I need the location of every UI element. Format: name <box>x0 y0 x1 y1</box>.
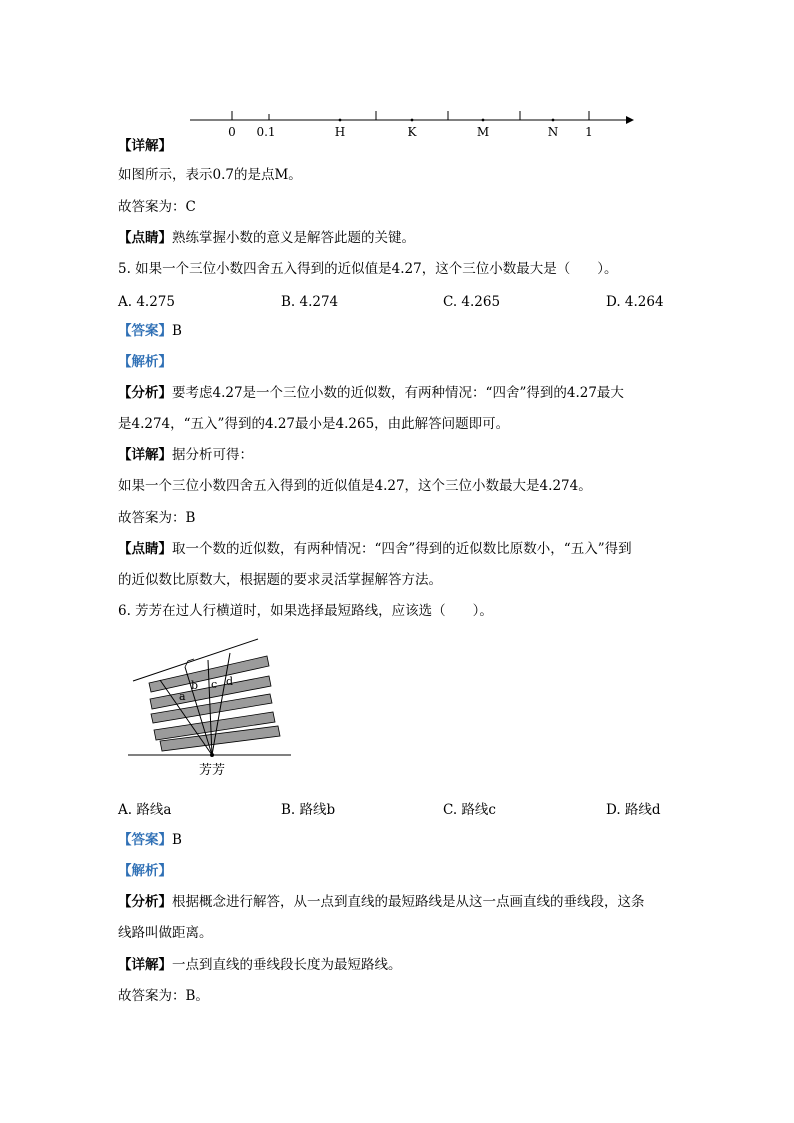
q5-question: 5. 如果一个三位小数四舍五入得到的近似值是4.27，这个三位小数最大是（ ）。 <box>118 261 618 277</box>
q5-detail-line-2: 如果一个三位小数四舍五入得到的近似值是4.27，这个三位小数最大是4.274。 <box>118 478 592 494</box>
q5-option-d: D. 4.264 <box>606 294 664 310</box>
q5-answer-value: B <box>172 323 182 339</box>
detail-paragraph-1 <box>118 136 172 156</box>
label-h: H <box>334 125 346 139</box>
q5-option-a: A. 4.275 <box>118 294 175 310</box>
detail-tag: 【详解】 <box>118 138 172 154</box>
label-n: N <box>547 125 559 139</box>
person-label: 芳芳 <box>198 763 226 778</box>
q6-answer-line: 故答案为：B。 <box>118 988 209 1004</box>
path-label-c: c <box>211 678 218 691</box>
label-m: M <box>476 125 490 139</box>
crosswalk-figure <box>128 634 298 782</box>
q6-question: 6. 芳芳在过人行横道时，如果选择最短路线，应该选（ ）。 <box>118 603 493 619</box>
path-label-b: b <box>191 679 199 692</box>
q6-option-d: D. 路线d <box>606 802 661 818</box>
q5-fenxi-tag: 【分析】 <box>118 385 172 401</box>
q6-answer-value: B <box>172 832 182 848</box>
tip-paragraph-1 <box>118 228 415 248</box>
path-label-a: a <box>179 690 186 703</box>
q6-answer-tag: 【答案】 <box>118 832 172 848</box>
crosswalk-stripes <box>149 656 280 751</box>
q6-option-b: B. 路线b <box>281 802 336 818</box>
q5-answer <box>118 321 182 341</box>
q5-detail-line-1: 【详解】据分析可得： <box>118 447 253 463</box>
q6-fenxi-tag: 【分析】 <box>118 894 172 910</box>
q5-option-c: C. 4.265 <box>443 294 501 310</box>
point-m <box>482 119 485 122</box>
q5-answer-line: 故答案为：B <box>118 510 196 526</box>
number-line-figure <box>180 104 640 140</box>
q5-answer-tag: 【答案】 <box>118 323 172 339</box>
tip-tag: 【点睛】 <box>118 230 172 246</box>
label-k: K <box>407 125 417 139</box>
q6-option-a: A. 路线a <box>118 802 172 818</box>
q6-detail-tag: 【详解】 <box>118 957 172 973</box>
q6-option-c: C. 路线c <box>443 802 496 818</box>
point-h <box>339 119 342 122</box>
q5-option-b: B. 4.274 <box>281 294 339 310</box>
point-k <box>411 119 414 122</box>
person-position-point <box>210 753 214 757</box>
answer-line-1: 故答案为：C <box>118 199 196 215</box>
q5-tip-tag: 【点睛】 <box>118 541 172 557</box>
q5-tip-line-2: 的近似数比原数大，根据题的要求灵活掌握解答方法。 <box>118 572 442 588</box>
q6-answer <box>118 830 182 850</box>
label-1: 1 <box>585 125 593 139</box>
q5-detail-tag: 【详解】 <box>118 447 172 463</box>
q5-analysis-tag: 【解析】 <box>118 354 172 370</box>
number-line-arrow <box>626 116 634 124</box>
q6-analysis-tag: 【解析】 <box>118 863 172 879</box>
q6-detail-line: 【详解】一点到直线的垂线段长度为最短路线。 <box>118 957 402 973</box>
label-0: 0 <box>228 125 236 139</box>
detail-text-1: 如图所示，表示0.7的是点M。 <box>118 167 302 183</box>
point-n <box>552 119 555 122</box>
label-0.1: 0.1 <box>256 125 276 139</box>
tip-text: 熟练掌握小数的意义是解答此题的关键。 <box>172 230 415 246</box>
q6-fenxi-line-2: 线路叫做距离。 <box>118 925 213 941</box>
path-label-d: d <box>226 675 234 688</box>
q5-fenxi-line-2: 是4.274，“五入”得到的4.27最小是4.265，由此解答问题即可。 <box>118 416 510 432</box>
q5-tip-line-1: 【点睛】取一个数的近似数，有两种情况：“四舍”得到的近似数比原数小，“五入”得到 <box>118 541 632 557</box>
q6-fenxi-line-1: 【分析】根据概念进行解答，从一点到直线的最短路线是从这一点画直线的垂线段，这条 <box>118 894 645 910</box>
q5-fenxi-line-1: 【分析】要考虑4.27是一个三位小数的近似数，有两种情况：“四舍”得到的4.27最大 <box>118 385 624 401</box>
